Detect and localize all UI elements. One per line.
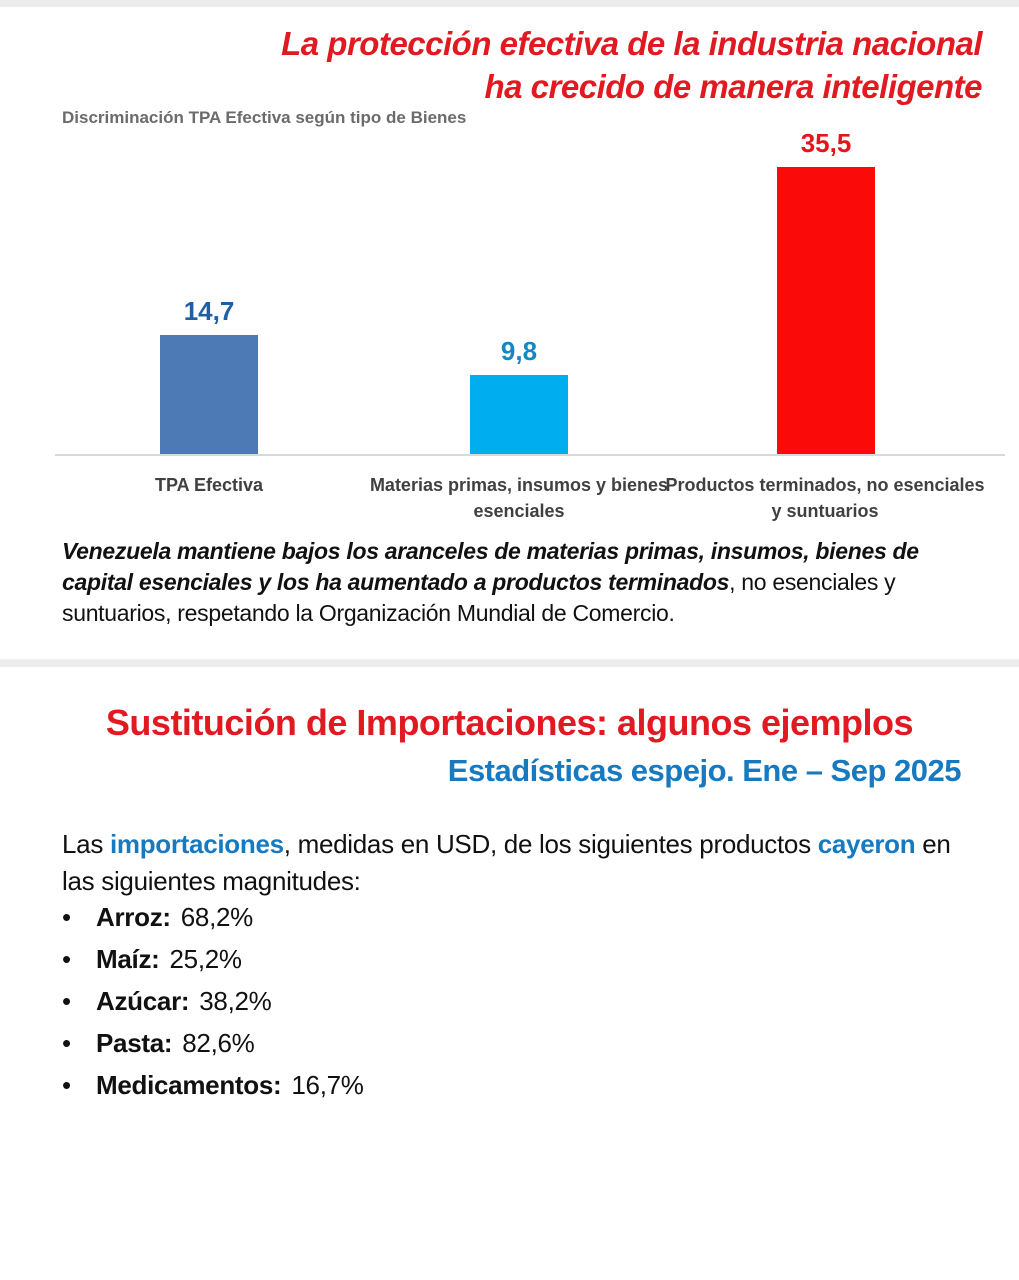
- list-item-azucar: [62, 986, 762, 1028]
- bullet-value: 82,6%: [182, 1028, 255, 1058]
- category-label-productos-terminados: Productos terminados, no esenciales y suntuarios: [665, 475, 985, 521]
- list-item-medicamentos: [62, 1070, 762, 1112]
- slide1-title-line1: La protección efectiva de la industria nacional: [281, 25, 982, 62]
- bullet-icon: •: [62, 1070, 72, 1100]
- bullet-icon: •: [62, 986, 72, 1016]
- bar-materias-primas: [470, 375, 568, 454]
- category-label-tpa-efectiva: TPA Efectiva: [154, 475, 264, 495]
- intro-text-1: Las: [62, 829, 110, 859]
- bullet-value: 25,2%: [169, 944, 242, 974]
- bullet-value: 68,2%: [180, 902, 253, 932]
- bullet-value: 16,7%: [291, 1070, 364, 1100]
- slide1-note-emphasis: Venezuela mantiene bajos los aranceles de materias primas, insumos, bienes de capital esenciales y los ha aumentado a productos terminados: [62, 538, 919, 595]
- bullet-label: Pasta:: [96, 1028, 173, 1058]
- bullet-label: Arroz:: [96, 902, 171, 932]
- bar-productos-terminados: [777, 167, 875, 454]
- intro-text-3: en las siguientes magnitudes:: [62, 829, 951, 896]
- slide2-title: Sustitución de Importaciones: algunos ejemplos: [105, 702, 914, 743]
- bullet-label: Azúcar:: [96, 986, 190, 1016]
- x-axis-line: [55, 454, 1005, 456]
- bar-tpa-efectiva: [160, 335, 258, 454]
- bar-value-materias-primas: 9,8: [500, 336, 538, 366]
- list-item-pasta: [62, 1028, 762, 1070]
- bullet-icon: •: [62, 944, 72, 974]
- category-label-materias-primas: Materias primas, insumos y bienes esenciales: [369, 475, 669, 521]
- bullet-label: Medicamentos:: [96, 1070, 282, 1100]
- bullet-icon: •: [62, 1028, 72, 1058]
- intro-keyword-importaciones: importaciones: [109, 829, 284, 859]
- slide2-subtitle: Estadísticas espejo. Ene – Sep 2025: [447, 753, 961, 788]
- section-divider-strip: [0, 659, 1019, 667]
- intro-text-2: , medidas en USD, de los siguientes productos: [283, 829, 818, 859]
- slide1-note-rest: , no esenciales y suntuarios, respetando la Organización Mundial de Comercio.: [62, 569, 896, 626]
- bullet-label: Maíz:: [96, 944, 160, 974]
- slide1-title-line2: ha crecido de manera inteligente: [484, 68, 982, 105]
- slide2-intro: [62, 826, 962, 900]
- slide1-note: [62, 536, 952, 629]
- list-item-arroz: [62, 902, 762, 944]
- bullet-value: 38,2%: [199, 986, 272, 1016]
- bullet-list: [62, 902, 762, 1112]
- bar-chart: [0, 0, 1019, 456]
- bullet-icon: •: [62, 902, 72, 932]
- chart-caption: Discriminación TPA Efectiva según tipo de Bienes: [62, 108, 467, 127]
- intro-keyword-cayeron: cayeron: [817, 829, 916, 859]
- list-item-maiz: [62, 944, 762, 986]
- bar-value-productos-terminados: 35,5: [800, 128, 852, 158]
- bar-value-tpa-efectiva: 14,7: [183, 296, 235, 326]
